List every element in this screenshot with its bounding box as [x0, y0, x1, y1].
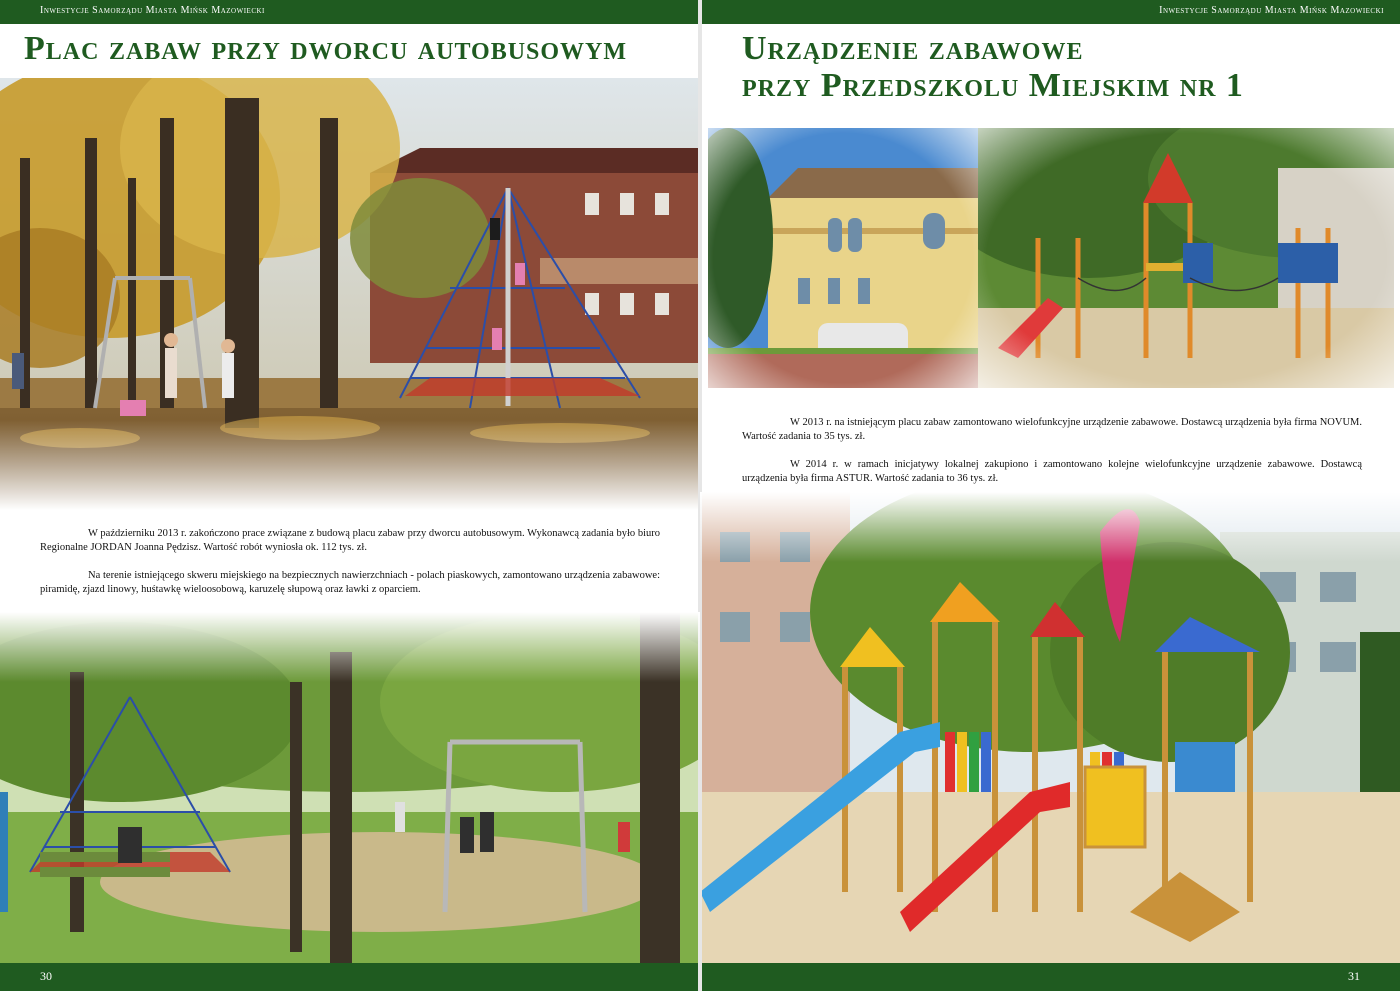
photo-kindergarten-building [708, 128, 978, 388]
paragraph: W 2014 r. w ramach inicjatywy lokalnej zakupiono i zamontowano kolejne wielofunkcyjne urządzenie zabawowe. Dostawcą urządzenia była firma ASTUR. Wartość zadania to 36 tys. zł. [742, 459, 1362, 484]
title-line: Urządzenie zabawowe [742, 30, 1084, 67]
header-bar [0, 0, 700, 24]
footer-bar [0, 963, 700, 991]
right-page [700, 0, 1400, 991]
article-text [40, 527, 660, 611]
photo-colorful-playground [700, 492, 1400, 964]
page-title [742, 30, 1392, 105]
header-bar [700, 0, 1400, 24]
header-title: Inwestycje Samorządu Miasta Mińsk Mazowiecki [1159, 5, 1384, 16]
paragraph: W 2013 r. na istniejącym placu zabaw zamontowano wielofunkcyjne urządzenie zabawowe. Dostawcą urządzenia była firma NOVUM. Wartość zadania to 35 tys. zł. [742, 417, 1362, 442]
page-title: Plac zabaw przy dworcu autobusowym [24, 30, 628, 67]
photo-kindergarten-playground [978, 128, 1394, 388]
paragraph: W październiku 2013 r. zakończono prace związane z budową placu zabaw przy dworcu autobusowym. Wykonawcą zadania było biuro Regionalne JORDAN Joanna Pędzisz. Wartość robót wyniosła ok. 112 tys. zł. [40, 528, 660, 553]
photo-autumn-playground [0, 78, 700, 510]
paragraph: Na terenie istniejącego skweru miejskiego na bezpiecznych nawierzchniach - polach piaskowych, zamontowano urządzenia zabawowe: piramidę, zjazd linowy, huśtawkę wieloosobową, karuzelę słupową oraz ławki z oparciem. [40, 570, 660, 595]
footer-bar [700, 963, 1400, 991]
header-title: Inwestycje Samorządu Miasta Mińsk Mazowiecki [40, 5, 265, 16]
page-number: 31 [1348, 969, 1360, 983]
photo-summer-playground [0, 612, 700, 964]
article-text [742, 416, 1362, 500]
page-number: 30 [40, 969, 52, 983]
title-line: przy Przedszkolu Miejskim nr 1 [742, 67, 1244, 105]
